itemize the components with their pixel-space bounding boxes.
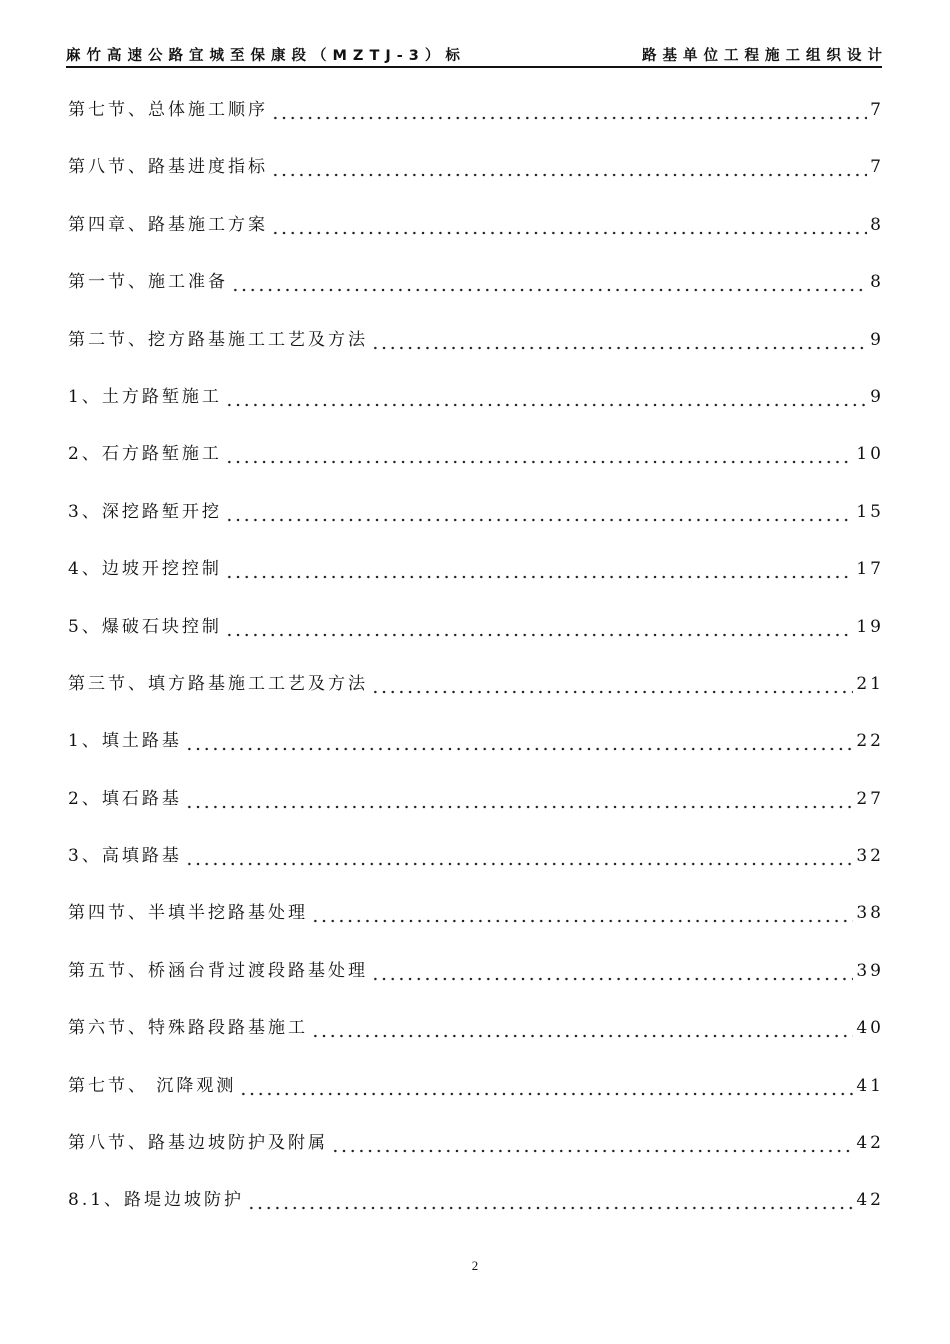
toc-entry-page: 7 [870, 157, 884, 178]
toc-entry[interactable] [68, 325, 884, 382]
dot-leader [239, 1071, 853, 1101]
toc-entry[interactable] [68, 841, 884, 898]
toc-entry[interactable] [68, 152, 884, 209]
toc-entry[interactable] [68, 382, 884, 439]
toc-entry[interactable] [68, 956, 884, 1013]
header-project-title: 麻竹高速公路宜城至保康段（MZTJ-3）标 [66, 48, 466, 64]
page-number: 2 [471, 1258, 479, 1273]
dot-leader [225, 497, 854, 527]
dot-leader [225, 554, 854, 584]
toc-entry[interactable] [68, 267, 884, 324]
toc-entry[interactable] [68, 612, 884, 669]
toc-entry[interactable] [68, 1071, 884, 1128]
toc-entry-page: 42 [856, 1133, 884, 1154]
toc-entry-title: 第八节、路基边坡防护及附属 [68, 1133, 328, 1154]
toc-entry-title: 第一节、施工准备 [68, 272, 228, 293]
toc-entry[interactable] [68, 95, 884, 152]
toc-entry-title: 3、深挖路堑开挖 [68, 501, 222, 522]
toc-entry[interactable] [68, 1013, 884, 1070]
toc-entry-page: 40 [856, 1018, 884, 1039]
toc-entry-title: 第八节、路基进度指标 [68, 157, 268, 178]
toc-entry-page: 15 [856, 501, 884, 522]
toc-entry-page: 9 [870, 329, 884, 350]
dot-leader [225, 612, 854, 642]
toc-entry[interactable] [68, 898, 884, 955]
toc-entry-page: 9 [870, 386, 884, 407]
running-header [66, 40, 888, 68]
toc-entry-title: 第三节、填方路基施工工艺及方法 [68, 673, 368, 694]
table-of-contents [68, 95, 884, 1243]
toc-entry-page: 38 [856, 903, 884, 924]
dot-leader [225, 439, 854, 469]
toc-entry-title: 第四章、路基施工方案 [68, 214, 268, 235]
toc-entry-page: 41 [856, 1075, 884, 1096]
toc-entry-title: 2、填石路基 [68, 788, 182, 809]
toc-entry-title: 1、填土路基 [68, 731, 182, 752]
dot-leader [271, 210, 867, 240]
dot-leader [331, 1128, 853, 1158]
toc-entry-page: 17 [856, 559, 884, 580]
toc-entry-page: 10 [856, 444, 884, 465]
toc-entry-page: 19 [856, 616, 884, 637]
toc-entry-page: 27 [856, 788, 884, 809]
toc-entry[interactable] [68, 669, 884, 726]
toc-entry-page: 21 [856, 673, 884, 694]
toc-entry-page: 7 [870, 100, 884, 120]
toc-entry-page: 22 [856, 731, 884, 752]
toc-entry-title: 第二节、挖方路基施工工艺及方法 [68, 329, 368, 350]
dot-leader [231, 267, 867, 297]
toc-entry-title: 5、爆破石块控制 [68, 616, 222, 637]
toc-entry[interactable] [68, 210, 884, 267]
toc-entry-title: 8.1、路堤边坡防护 [68, 1190, 245, 1211]
toc-entry-title: 第四节、半填半挖路基处理 [68, 903, 308, 924]
toc-entry-page: 32 [856, 846, 884, 867]
toc-entry-title: 第七节、 沉降观测 [68, 1075, 237, 1096]
toc-entry-title: 2、石方路堑施工 [68, 444, 222, 465]
dot-leader [185, 784, 854, 814]
toc-entry-title: 3、高填路基 [68, 846, 182, 867]
toc-entry[interactable] [68, 784, 884, 841]
dot-leader [371, 956, 853, 986]
toc-entry-title: 4、边坡开挖控制 [68, 559, 222, 580]
dot-leader [185, 726, 854, 756]
dot-leader [371, 669, 853, 699]
toc-entry[interactable] [68, 554, 884, 611]
toc-entry[interactable] [68, 497, 884, 554]
dot-leader [185, 841, 854, 871]
toc-entry-page: 8 [870, 214, 884, 235]
toc-entry-title: 1、土方路堑施工 [68, 386, 222, 407]
toc-entry-title: 第六节、特殊路段路基施工 [68, 1018, 308, 1039]
dot-leader [371, 325, 867, 355]
dot-leader [311, 1013, 853, 1043]
toc-entry[interactable] [68, 439, 884, 496]
dot-leader [225, 382, 867, 412]
toc-entry[interactable] [68, 1185, 884, 1242]
dot-leader [271, 152, 867, 182]
header-document-title: 路基单位工程施工组织设计 [642, 48, 888, 64]
dot-leader [247, 1185, 853, 1215]
toc-entry-page: 42 [856, 1190, 884, 1211]
dot-leader [271, 95, 867, 125]
toc-entry-title: 第七节、总体施工顺序 [68, 100, 268, 120]
toc-entry[interactable] [68, 1128, 884, 1185]
toc-entry-page: 8 [870, 272, 884, 293]
dot-leader [311, 898, 853, 928]
toc-entry[interactable] [68, 726, 884, 783]
toc-entry-title: 第五节、桥涵台背过渡段路基处理 [68, 960, 368, 981]
toc-entry-page: 39 [856, 960, 884, 981]
